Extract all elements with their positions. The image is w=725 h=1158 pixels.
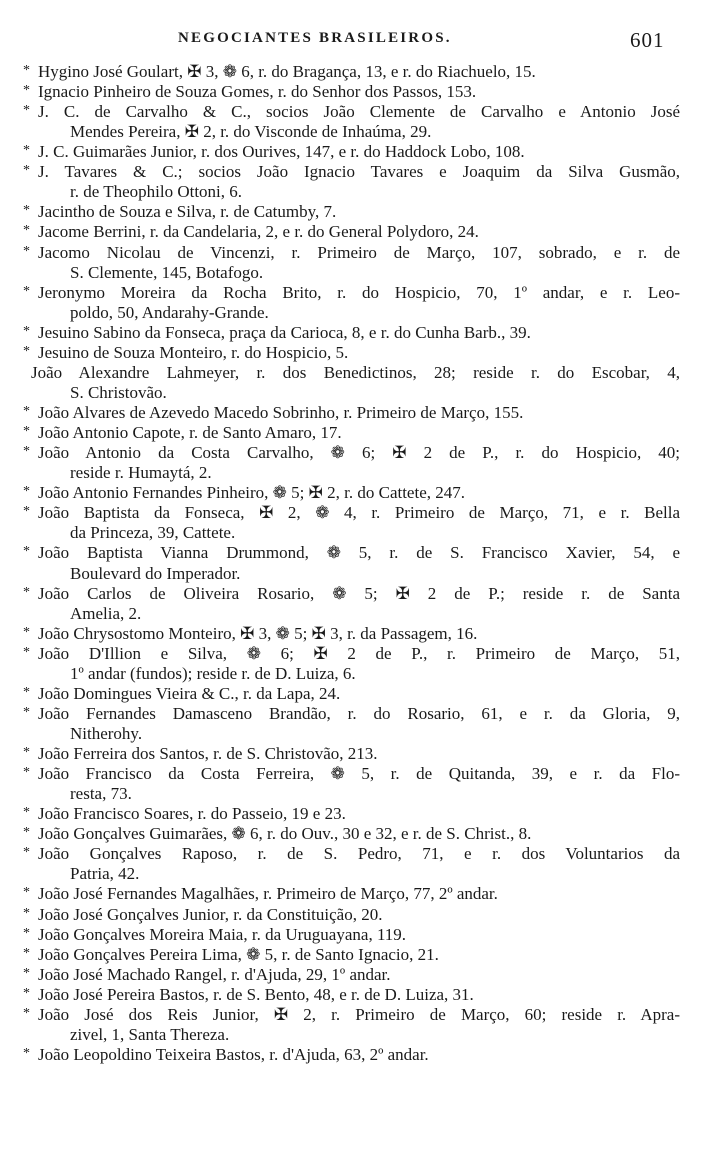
entry-line: Jesuino de Souza Monteiro, r. do Hospicio, 5.	[38, 342, 349, 362]
entry-continuation-line: S. Christovão.	[70, 382, 167, 402]
entry-star-mark: *	[23, 965, 30, 981]
entry-line: João José dos Reis Junior, ✠ 2, r. Primeiro de Março, 60; reside r. Apra-	[38, 1004, 680, 1024]
entry-continuation-line: Nitherohy.	[70, 723, 143, 743]
entry-continuation-line: r. de Theophilo Ottoni, 6.	[70, 182, 243, 202]
entry-line: João José Fernandes Magalhães, r. Primeiro de Março, 77, 2º andar.	[38, 884, 498, 904]
entry-line: João Gonçalves Raposo, r. de S. Pedro, 71, e r. dos Voluntarios da	[38, 844, 680, 864]
entry-line: João Gonçalves Pereira Lima, ❁ 5, r. de Santo Ignacio, 21.	[38, 944, 439, 964]
entry-line: João Ferreira dos Santos, r. de S. Christovão, 213.	[38, 744, 378, 764]
entry-star-mark: *	[23, 283, 30, 299]
entry-continuation-line: Mendes Pereira, ✠ 2, r. do Visconde de Inhaúma, 29.	[70, 122, 432, 142]
entry-line: Jacomo Nicolau de Vincenzi, r. Primeiro de Março, 107, sobrado, e r. de	[38, 242, 680, 262]
entry-star-mark: *	[23, 143, 30, 159]
entry-line: João José Pereira Bastos, r. de S. Bento, 48, e r. de D. Luiza, 31.	[38, 984, 474, 1004]
entry-line: João Antonio Capote, r. de Santo Amaro, 17.	[38, 423, 342, 443]
entry-line: João Domingues Vieira & C., r. da Lapa, 24.	[38, 683, 341, 703]
entry-line: João José Machado Rangel, r. d'Ajuda, 29, 1º andar.	[38, 964, 391, 984]
entry-line: Jesuino Sabino da Fonseca, praça da Carioca, 8, e r. do Cunha Barb., 39.	[38, 322, 531, 342]
entry-continuation-line: reside r. Humaytá, 2.	[70, 463, 212, 483]
entry-line: Ignacio Pinheiro de Souza Gomes, r. do Senhor dos Passos, 153.	[38, 82, 477, 102]
entry-star-mark: *	[23, 684, 30, 700]
entry-line: João Baptista Vianna Drummond, ❁ 5, r. de S. Francisco Xavier, 54, e	[38, 543, 680, 563]
entry-line: João Gonçalves Guimarães, ❁ 6, r. do Ouv., 30 e 32, e r. de S. Christ., 8.	[38, 824, 532, 844]
entry-line: João Francisco da Costa Ferreira, ❁ 5, r. de Quitanda, 39, e r. da Flo-	[38, 764, 680, 784]
entry-star-mark: *	[23, 945, 30, 961]
entry-line: João José Gonçalves Junior, r. da Constituição, 20.	[38, 904, 383, 924]
entry-continuation-line: resta, 73.	[70, 784, 132, 804]
entry-star-mark: *	[23, 745, 30, 761]
entry-line: João Antonio da Costa Carvalho, ❁ 6; ✠ 2 de P., r. do Hospicio, 40;	[38, 443, 680, 463]
entry-star-mark: *	[23, 1045, 30, 1061]
entry-star-mark: *	[23, 704, 30, 720]
entry-line: Jacome Berrini, r. da Candelaria, 2, e r. do General Polydoro, 24.	[38, 222, 479, 242]
entry-star-mark: *	[23, 163, 30, 179]
entry-continuation-line: da Princeza, 39, Cattete.	[70, 523, 236, 543]
entry-star-mark: *	[23, 624, 30, 640]
entry-star-mark: *	[23, 103, 30, 119]
entry-line: João Antonio Fernandes Pinheiro, ❁ 5; ✠ 2, r. do Cattete, 247.	[38, 483, 466, 503]
entry-line: Hygino José Goulart, ✠ 3, ❁ 6, r. do Bragança, 13, e r. do Riachuelo, 15.	[38, 62, 536, 81]
entry-continuation-line: S. Clemente, 145, Botafogo.	[70, 262, 264, 282]
entry-star-mark: *	[23, 424, 30, 440]
entry-star-mark: *	[23, 83, 30, 99]
entry-star-mark: *	[23, 765, 30, 781]
entry-star-mark: *	[23, 203, 30, 219]
entry-star-mark: *	[23, 223, 30, 239]
entry-star-mark: *	[23, 343, 30, 359]
entry-continuation-line: zivel, 1, Santa Thereza.	[70, 1024, 230, 1044]
entry-star-mark: *	[23, 885, 30, 901]
entry-star-mark: *	[23, 243, 30, 259]
entry-star-mark: *	[23, 644, 30, 660]
entry-line: Jacintho de Souza e Silva, r. de Catumby, 7.	[38, 202, 337, 222]
entry-star-mark: *	[23, 544, 30, 560]
entry-line: João Gonçalves Moreira Maia, r. da Uruguayana, 119.	[38, 924, 407, 944]
entry-star-mark: *	[23, 825, 30, 841]
entry-line: João D'Illion e Silva, ❁ 6; ✠ 2 de P., r. Primeiro de Março, 51,	[38, 643, 680, 663]
entry-line: João Alvares de Azevedo Macedo Sobrinho, r. Primeiro de Março, 155.	[38, 403, 524, 423]
entry-star-mark: *	[23, 805, 30, 821]
entry-star-mark: *	[23, 484, 30, 500]
entry-line: João Baptista da Fonseca, ✠ 2, ❁ 4, r. Primeiro de Março, 71, e r. Bella	[38, 503, 680, 523]
entry-line: J. Tavares & C.; socios João Ignacio Tavares e Joaquim da Silva Gusmão,	[38, 162, 680, 182]
entry-star-mark: *	[23, 504, 30, 520]
entry-line: João Francisco Soares, r. do Passeio, 19 e 23.	[38, 804, 346, 824]
entry-continuation-line: Patria, 42.	[70, 864, 140, 884]
entry-line: João Carlos de Oliveira Rosario, ❁ 5; ✠ 2 de P.; reside r. de Santa	[38, 583, 680, 603]
entry-line: João Chrysostomo Monteiro, ✠ 3, ❁ 5; ✠ 3, r. da Passagem, 16.	[38, 623, 478, 643]
entry-star-mark: *	[23, 845, 30, 861]
entry-line: João Leopoldino Teixeira Bastos, r. d'Ajuda, 63, 2º andar.	[38, 1044, 429, 1064]
entry-star-mark: *	[23, 444, 30, 460]
page-header	[0, 28, 725, 52]
entry-star-mark: *	[23, 925, 30, 941]
entry-star-mark: *	[23, 404, 30, 420]
entry-star-mark: *	[23, 1005, 30, 1021]
entry-continuation-line: Boulevard do Imperador.	[70, 563, 241, 583]
entry-continuation-line: poldo, 50, Andarahy-Grande.	[70, 302, 269, 322]
running-title: NEGOCIANTES BRASILEIROS.	[178, 30, 452, 46]
entry-line: Jeronymo Moreira da Rocha Brito, r. do Hospicio, 70, 1º andar, e r. Leo-	[38, 282, 680, 302]
entry-line: J. C. de Carvalho & C., socios João Clemente de Carvalho e Antonio José	[38, 102, 680, 122]
entry-line: J. C. Guimarães Junior, r. dos Ourives, 147, e r. do Haddock Lobo, 108.	[38, 142, 525, 162]
entry-line: João Alexandre Lahmeyer, r. dos Benedictinos, 28; reside r. do Escobar, 4,	[31, 362, 680, 382]
entry-star-mark: *	[23, 63, 30, 78]
entry-continuation-line: Amelia, 2.	[70, 603, 142, 623]
entry-star-mark: *	[23, 905, 30, 921]
entry-star-mark: *	[23, 323, 30, 339]
entry-line: João Fernandes Damasceno Brandão, r. do Rosario, 61, e r. da Gloria, 9,	[38, 703, 680, 723]
page-number: 601	[630, 28, 665, 52]
entry-star-mark: *	[23, 985, 30, 1001]
entry-continuation-line: 1º andar (fundos); reside r. de D. Luiza, 6.	[70, 663, 356, 683]
entry-star-mark: *	[23, 584, 30, 600]
